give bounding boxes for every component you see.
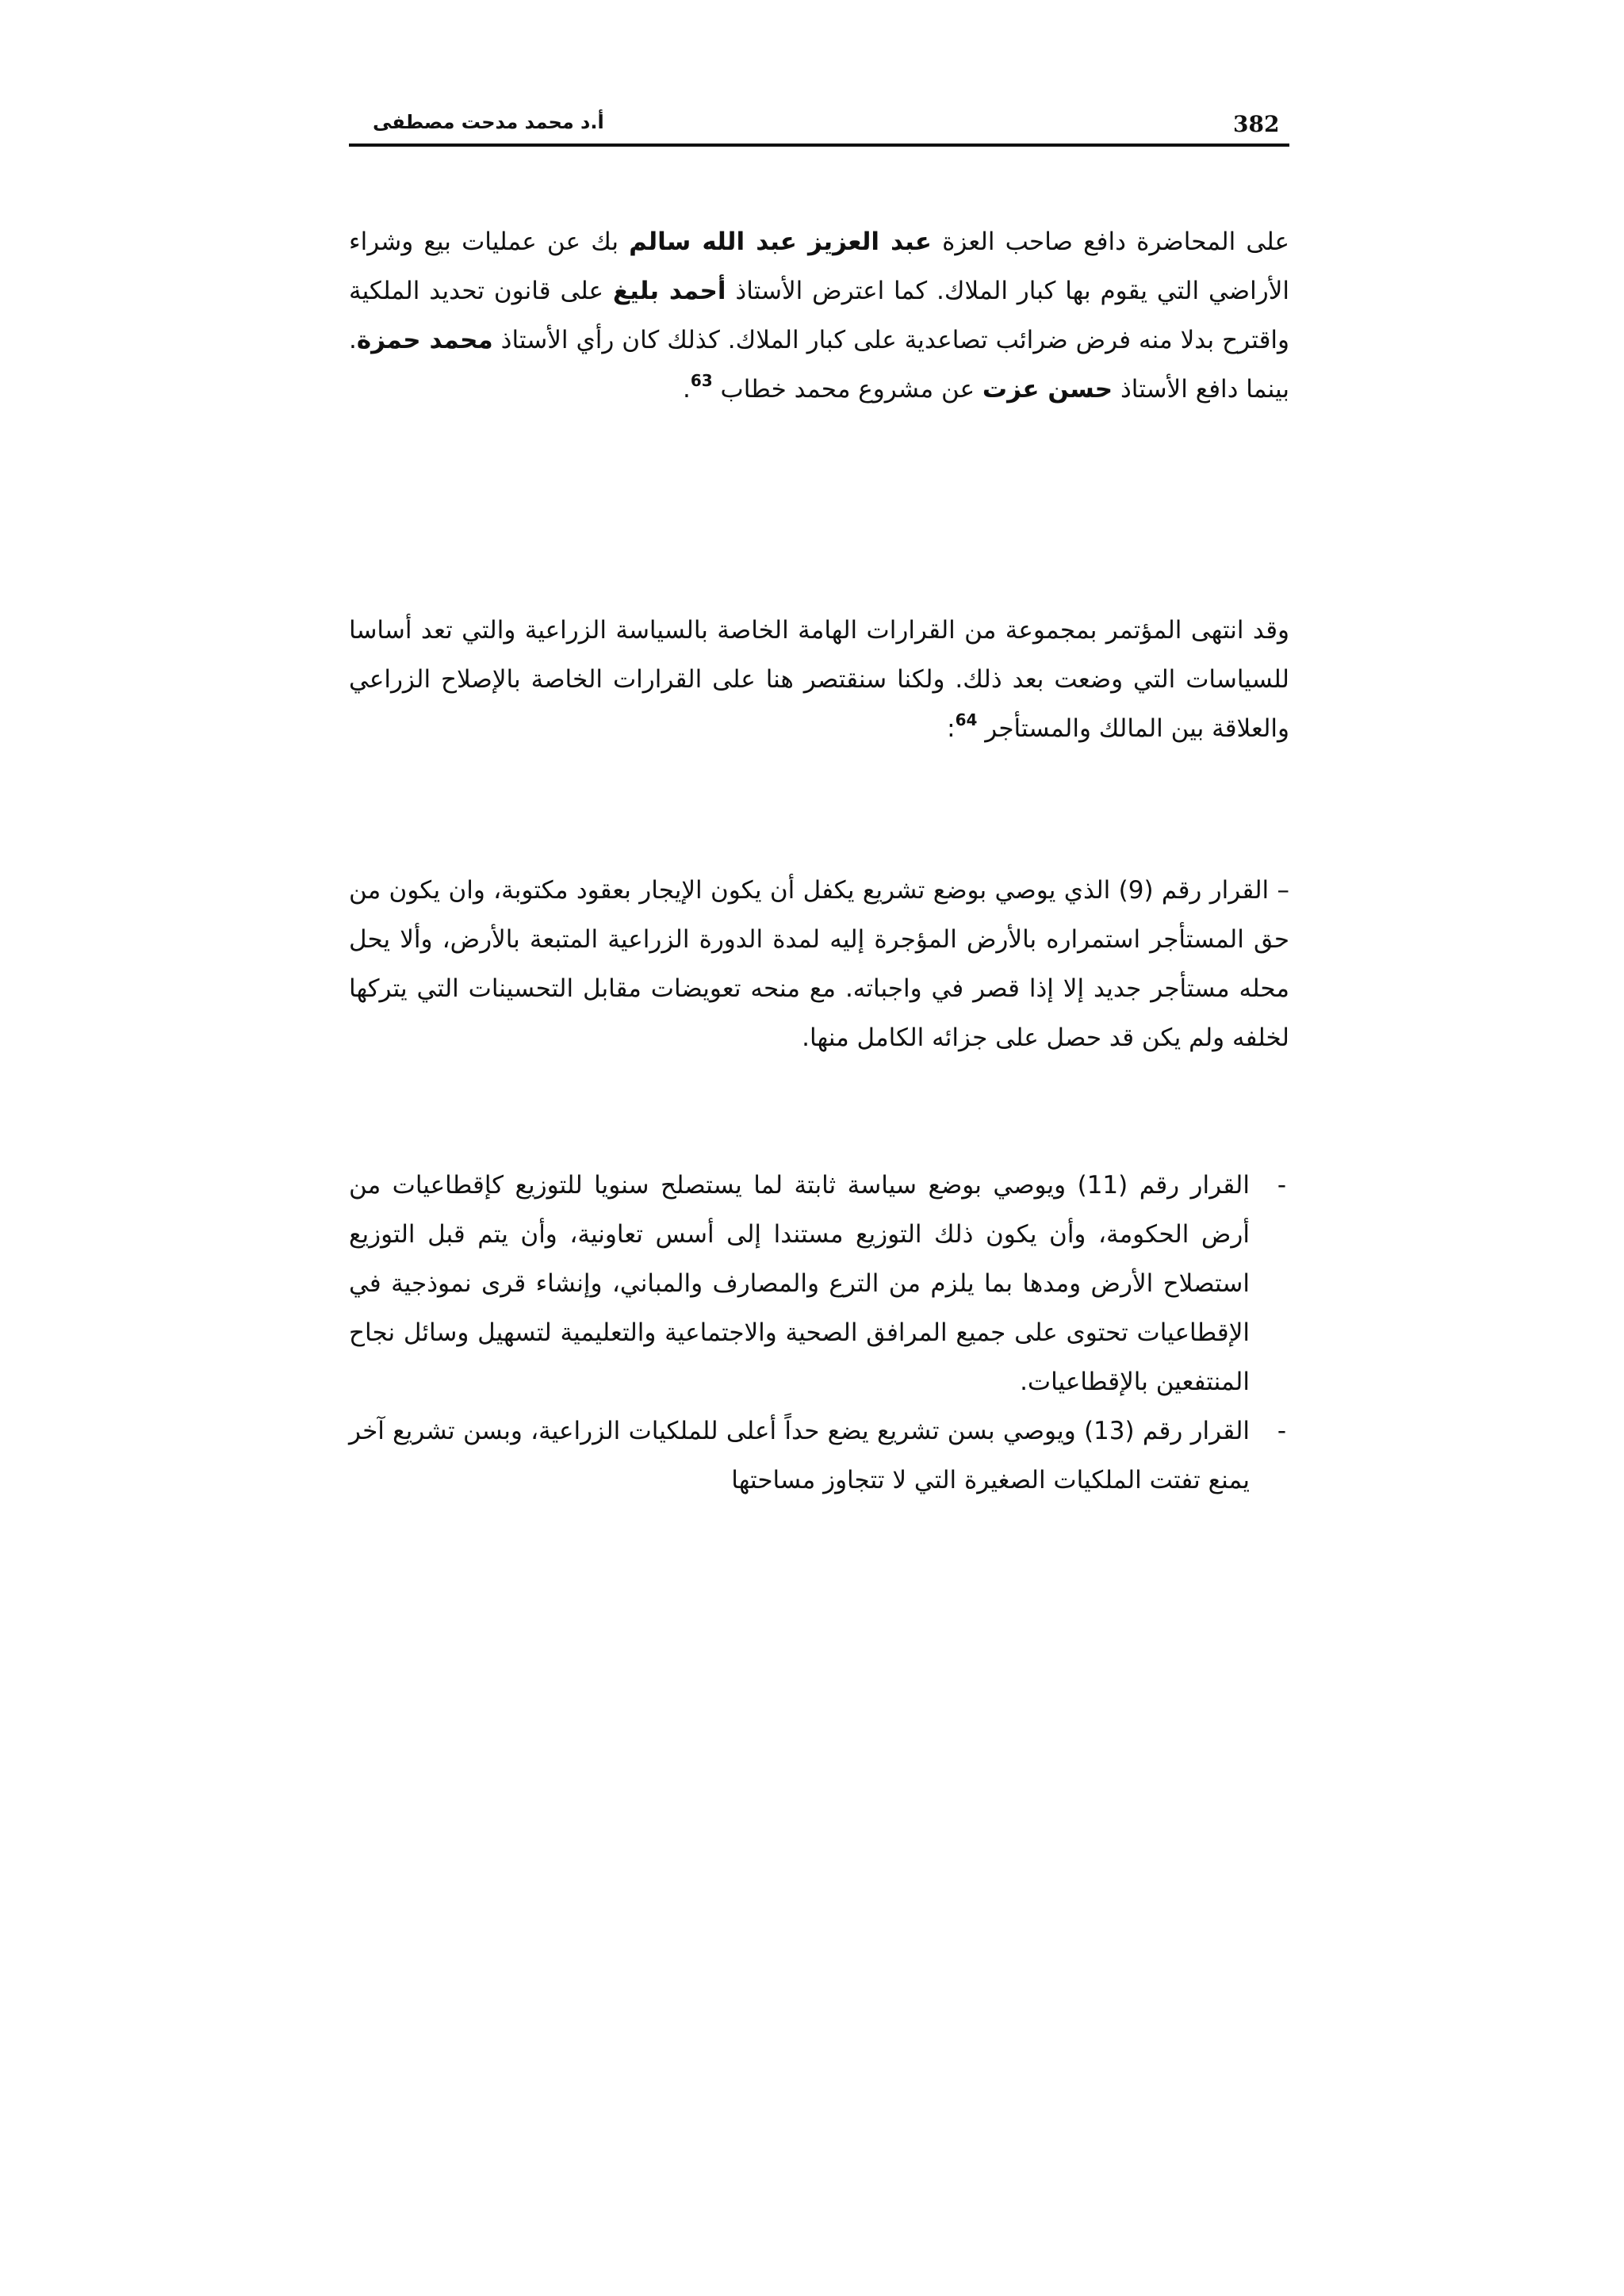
paragraph-3: – القرار رقم (9) الذي يوصي بوضع تشريع يكفل أن يكون الإيجار بعقود مكتوبة، وان يكون من حق المستأجر استمراره بالأرض المؤجرة إليه لمدة الدورة الزراعية المتبعة بالأرض، وألا يحل محله مستأجر جديد إلا إذا قصر في واجباته. مع منحه تعويضات مقابل التحسينات التي يتركها لخلفه ولم يكن قد حصل على جزائه الكامل منها. (349, 876, 1289, 1052)
bullet-list (349, 1161, 1289, 1505)
bullet-dash: - (1277, 1417, 1286, 1445)
paragraph-1-text-1: على المحاضرة دافع صاحب العزة (931, 228, 1289, 256)
header-rule (349, 144, 1289, 147)
footnote-ref-64: 64 (955, 710, 978, 729)
list-item-text: القرار رقم (11) ويوصي بوضع سياسة ثابتة لما يستصلح سنويا للتوزيع كإقطاعيات من أرض الحكومة، وأن يكون ذلك التوزيع مستندا إلى أسس تعاونية، وأن يتم قبل التوزيع استصلاح الأرض ومدها بما يلزم من الترع والمصارف والمباني، وإنشاء قرى نموذجية في الإقطاعيات تحتوى على جميع المرافق الصحية والاجتماعية والتعليمية لتسهيل وسائل نجاح المنتفعين بالإقطاعيات. (349, 1171, 1250, 1396)
resolution-list (349, 1161, 1289, 1505)
paragraph-1 (349, 217, 1289, 414)
list-item-resolution-13 (349, 1406, 1289, 1505)
list-item-resolution-11 (349, 1161, 1289, 1406)
paragraph-1-text-2: بك عن عمليات بيع وشراء الأراضي التي يقوم بها كبار الملاك. كما اعترض الأستاذ (349, 228, 1289, 305)
paragraph-conference-debate (349, 217, 1289, 414)
paragraph-1-text-5: عن مشروع محمد خطاب (712, 375, 982, 404)
paragraph-1-text-3: على قانون تحديد الملكية واقترح بدلا منه فرض ضرائب تصاعدية على كبار الملاك. كذلك كان رأي الأستاذ (349, 277, 1289, 354)
page-number: 382 (1233, 111, 1280, 137)
name-hassan-ezzat: حسن عزت (982, 375, 1113, 404)
name-ahmed-baligh: أحمد بليغ (612, 277, 726, 305)
paragraph-1-text-4: . بينما دافع الأستاذ (349, 326, 1289, 404)
bullet-dash: - (1277, 1171, 1286, 1200)
paragraph-resolution-9 (349, 866, 1289, 1062)
name-abdelaziz-abdallah-salem: عبد العزيز عبد الله سالم (629, 228, 932, 256)
paragraph-2-text: وقد انتهى المؤتمر بمجموعة من القرارات الهامة الخاصة بالسياسة الزراعية والتي تعد أساسا للسياسات التي وضعت بعد ذلك. ولكنا سنقتصر هنا على القرارات الخاصة بالإصلاح الزراعي والعلاقة بين المالك والمستأجر (349, 616, 1289, 743)
name-mohamed-hamza: محمد حمزة (356, 326, 493, 354)
paragraph-1-text-6: . (682, 375, 691, 404)
paragraph-conference-resolutions (349, 606, 1289, 753)
paragraph-2-end: : (947, 714, 956, 743)
footnote-ref-63: 63 (690, 371, 713, 390)
paragraph-2 (349, 606, 1289, 753)
list-item-text: القرار رقم (13) ويوصي بسن تشريع يضع حداً أعلى للملكيات الزراعية، وبسن تشريع آخر يمنع تفتت الملكيات الصغيرة التي لا تتجاوز مساحتها (349, 1417, 1250, 1494)
running-head-author: أ.د محمد مدحت مصطفى (373, 111, 604, 133)
